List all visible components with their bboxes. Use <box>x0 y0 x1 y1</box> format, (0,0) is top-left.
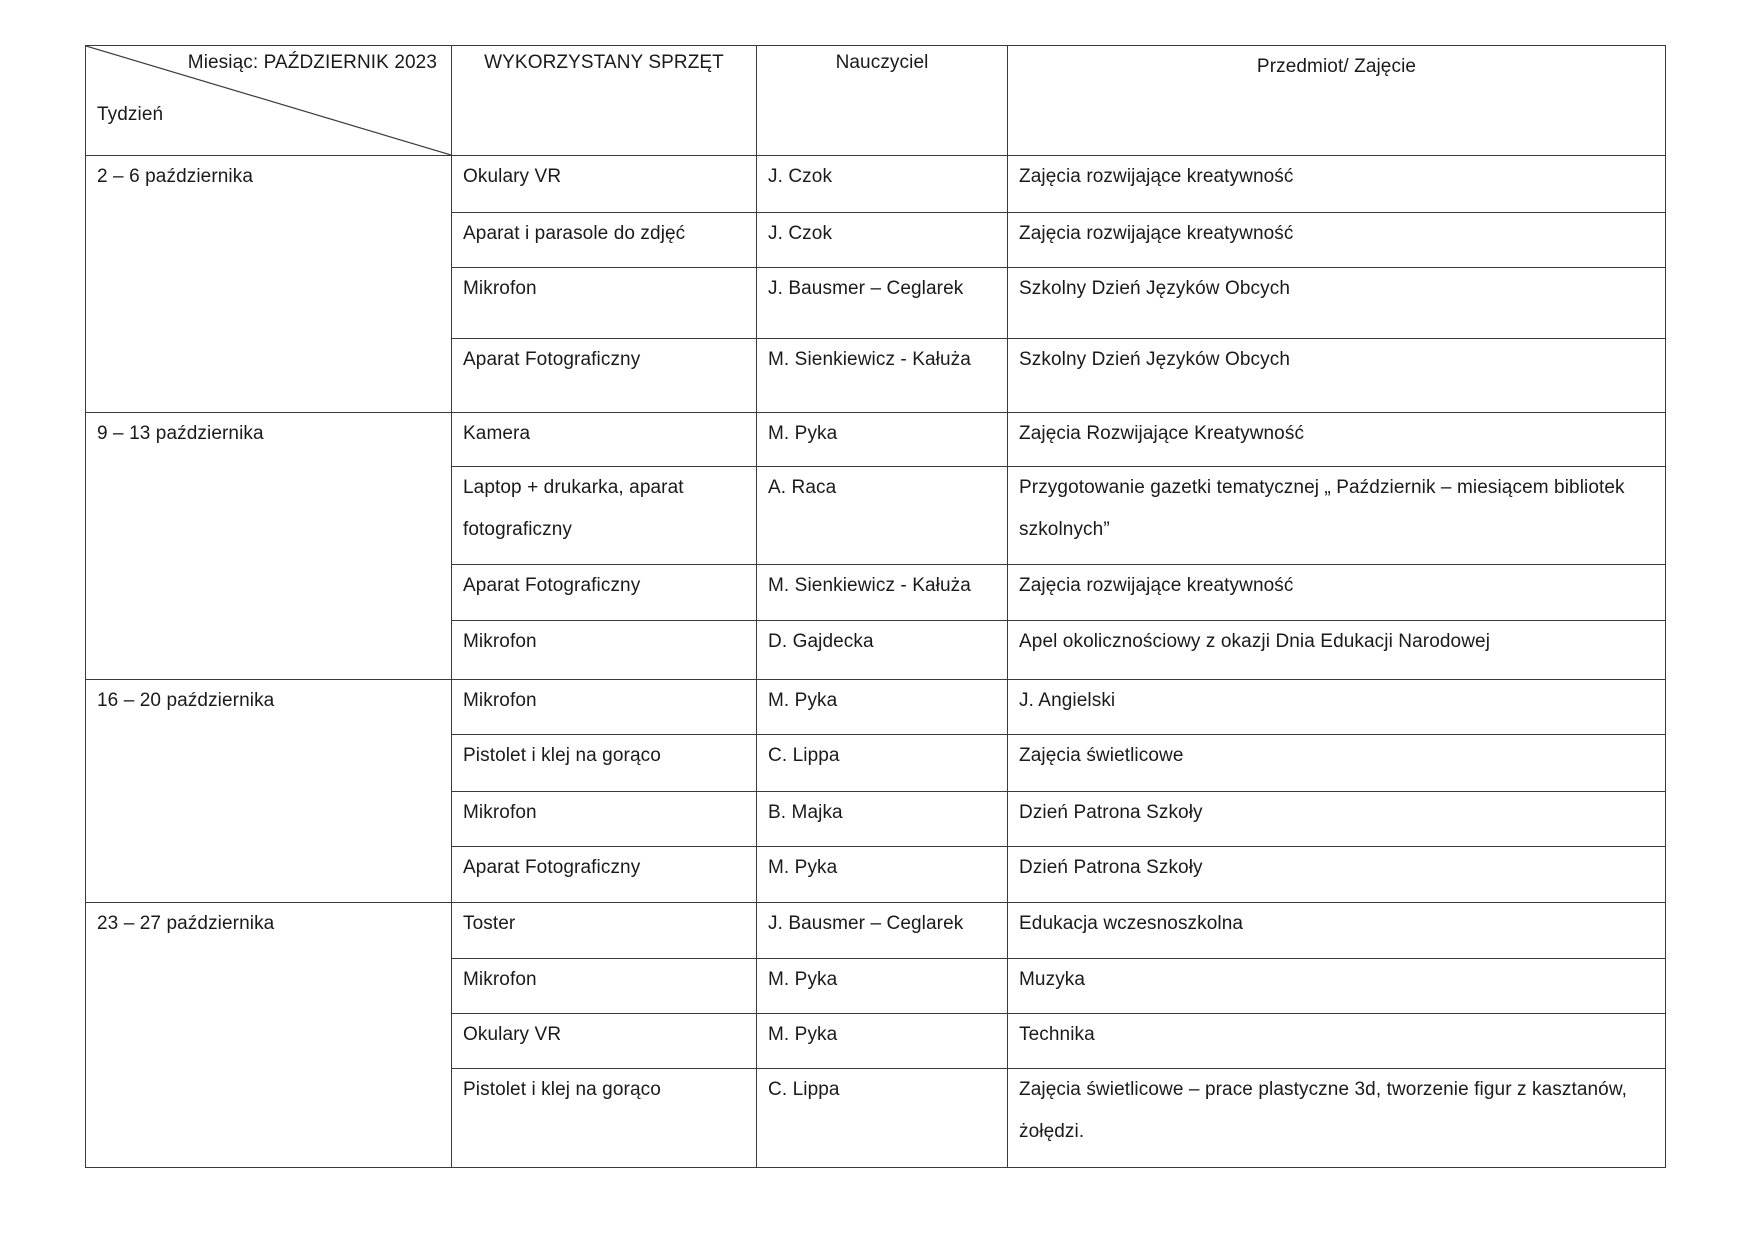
teacher-cell: D. Gajdecka <box>757 621 1008 680</box>
week-cell: 9 – 13 października <box>86 413 452 680</box>
teacher-cell: C. Lippa <box>757 1069 1008 1168</box>
teacher-cell: J. Czok <box>757 156 1008 213</box>
table-row <box>86 680 1666 735</box>
equipment-header: WYKORZYSTANY SPRZĘT <box>452 46 757 156</box>
equipment-cell: Mikrofon <box>452 268 757 339</box>
table-row <box>86 156 1666 213</box>
subject-cell: Zajęcia świetlicowe <box>1008 735 1666 792</box>
teacher-cell: J. Bausmer – Ceglarek <box>757 903 1008 959</box>
table-row <box>86 903 1666 959</box>
subject-cell: Apel okolicznościowy z okazji Dnia Edukacji Narodowej <box>1008 621 1666 680</box>
subject-cell: Dzień Patrona Szkoły <box>1008 792 1666 847</box>
subject-cell: Edukacja wczesnoszkolna <box>1008 903 1666 959</box>
equipment-cell: Mikrofon <box>452 680 757 735</box>
teacher-header: Nauczyciel <box>757 46 1008 156</box>
teacher-cell: M. Pyka <box>757 959 1008 1014</box>
subject-cell: Technika <box>1008 1014 1666 1069</box>
teacher-cell: M. Pyka <box>757 413 1008 467</box>
equipment-cell: Aparat Fotograficzny <box>452 565 757 621</box>
equipment-cell: Mikrofon <box>452 959 757 1014</box>
header-row <box>86 46 1666 156</box>
subject-cell: Szkolny Dzień Języków Obcych <box>1008 339 1666 413</box>
subject-cell: J. Angielski <box>1008 680 1666 735</box>
teacher-cell: J. Czok <box>757 213 1008 268</box>
week-cell: 23 – 27 października <box>86 903 452 1168</box>
equipment-cell: Pistolet i klej na gorąco <box>452 1069 757 1168</box>
week-cell: 2 – 6 października <box>86 156 452 413</box>
week-cell: 16 – 20 października <box>86 680 452 903</box>
equipment-cell: Kamera <box>452 413 757 467</box>
equipment-cell: Pistolet i klej na gorąco <box>452 735 757 792</box>
equipment-usage-table <box>85 45 1666 1168</box>
equipment-cell: Toster <box>452 903 757 959</box>
subject-header: Przedmiot/ Zajęcie <box>1008 46 1666 156</box>
equipment-cell: Aparat Fotograficzny <box>452 339 757 413</box>
teacher-cell: M. Sienkiewicz - Kałuża <box>757 565 1008 621</box>
equipment-cell: Okulary VR <box>452 1014 757 1069</box>
subject-cell: Szkolny Dzień Języków Obcych <box>1008 268 1666 339</box>
subject-cell: Zajęcia rozwijające kreatywność <box>1008 213 1666 268</box>
teacher-cell: M. Pyka <box>757 1014 1008 1069</box>
equipment-cell: Mikrofon <box>452 621 757 680</box>
subject-cell: Przygotowanie gazetki tematycznej „ Październik – miesiącem bibliotek szkolnych” <box>1008 467 1666 565</box>
subject-cell: Dzień Patrona Szkoły <box>1008 847 1666 903</box>
equipment-cell: Okulary VR <box>452 156 757 213</box>
teacher-cell: J. Bausmer – Ceglarek <box>757 268 1008 339</box>
subject-cell: Zajęcia rozwijające kreatywność <box>1008 156 1666 213</box>
teacher-cell: M. Sienkiewicz - Kałuża <box>757 339 1008 413</box>
table-row <box>86 413 1666 467</box>
corner-header-cell <box>86 46 452 156</box>
equipment-cell: Mikrofon <box>452 792 757 847</box>
equipment-cell: Laptop + drukarka, aparat fotograficzny <box>452 467 757 565</box>
equipment-cell: Aparat Fotograficzny <box>452 847 757 903</box>
equipment-cell: Aparat i parasole do zdjęć <box>452 213 757 268</box>
subject-cell: Zajęcia Rozwijające Kreatywność <box>1008 413 1666 467</box>
teacher-cell: M. Pyka <box>757 847 1008 903</box>
teacher-cell: A. Raca <box>757 467 1008 565</box>
teacher-cell: B. Majka <box>757 792 1008 847</box>
subject-cell: Zajęcia rozwijające kreatywność <box>1008 565 1666 621</box>
month-label: Miesiąc: PAŹDZIERNIK 2023 <box>187 52 437 73</box>
week-label: Tydzień <box>97 104 164 125</box>
teacher-cell: M. Pyka <box>757 680 1008 735</box>
teacher-cell: C. Lippa <box>757 735 1008 792</box>
subject-cell: Zajęcia świetlicowe – prace plastyczne 3d, tworzenie figur z kasztanów, żołędzi. <box>1008 1069 1666 1168</box>
subject-cell: Muzyka <box>1008 959 1666 1014</box>
